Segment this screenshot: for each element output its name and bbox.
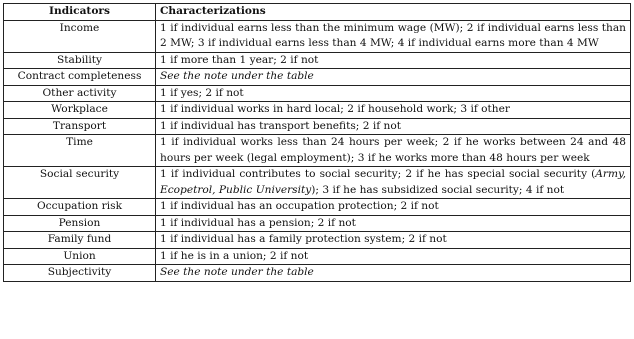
table-row	[4, 118, 631, 135]
characterization-cell	[156, 167, 631, 199]
characterization-cell: 1 if more than 1 year; 2 if not	[156, 52, 631, 69]
indicator-cell: Pension	[4, 215, 156, 232]
indicator-cell: Time	[4, 135, 156, 167]
table-row	[4, 248, 631, 265]
header-indicators: Indicators	[4, 4, 156, 21]
table-row	[4, 167, 631, 199]
header-characterizations: Characterizations	[156, 4, 631, 21]
indicator-cell: Social security	[4, 167, 156, 199]
characterization-cell: 1 if individual works in hard local; 2 if household work; 3 if other	[156, 102, 631, 119]
indicator-cell: Workplace	[4, 102, 156, 119]
characterization-cell: 1 if individual works less than 24 hours per week; 2 if he works between 24 and 48 hours per week (legal employment); 3 if he works more than 48 hours per week	[156, 135, 631, 167]
indicator-cell: Union	[4, 248, 156, 265]
indicator-cell: Stability	[4, 52, 156, 69]
indicator-cell: Other activity	[4, 85, 156, 102]
characterization-cell: 1 if individual has a pension; 2 if not	[156, 215, 631, 232]
table-row	[4, 20, 631, 52]
table-container	[3, 3, 630, 282]
text-part: 1 if individual contributes to social security; 2 if he has special social security (	[160, 168, 596, 180]
characterization-cell: 1 if individual earns less than the minimum wage (MW); 2 if individual earns less than 2 MW; 3 if individual earns less than 4 MW; 4 if individual earns more than 4 MW	[156, 20, 631, 52]
indicator-cell: Family fund	[4, 232, 156, 249]
table-row	[4, 69, 631, 86]
table-row	[4, 215, 631, 232]
characterization-cell: 1 if individual has an occupation protection; 2 if not	[156, 199, 631, 216]
header-row	[4, 4, 631, 21]
text-part: ); 3 if he has subsidized social security; 4 if not	[311, 183, 565, 196]
characterization-cell: See the note under the table	[156, 69, 631, 86]
characterization-cell: See the note under the table	[156, 265, 631, 282]
characterization-cell: 1 if yes; 2 if not	[156, 85, 631, 102]
table-row	[4, 199, 631, 216]
italic-text-part: Army, Ecopetrol, Public University	[160, 168, 626, 196]
indicator-cell: Subjectivity	[4, 265, 156, 282]
table-row	[4, 102, 631, 119]
table-row	[4, 85, 631, 102]
indicator-cell: Occupation risk	[4, 199, 156, 216]
table-row	[4, 265, 631, 282]
indicator-cell: Contract completeness	[4, 69, 156, 86]
table-row	[4, 232, 631, 249]
indicator-cell: Transport	[4, 118, 156, 135]
indicator-cell: Income	[4, 20, 156, 52]
indicators-table	[3, 3, 631, 282]
characterization-cell: 1 if he is in a union; 2 if not	[156, 248, 631, 265]
characterization-cell: 1 if individual has transport benefits; 2 if not	[156, 118, 631, 135]
characterization-cell: 1 if individual has a family protection system; 2 if not	[156, 232, 631, 249]
table-row	[4, 52, 631, 69]
table-row	[4, 135, 631, 167]
